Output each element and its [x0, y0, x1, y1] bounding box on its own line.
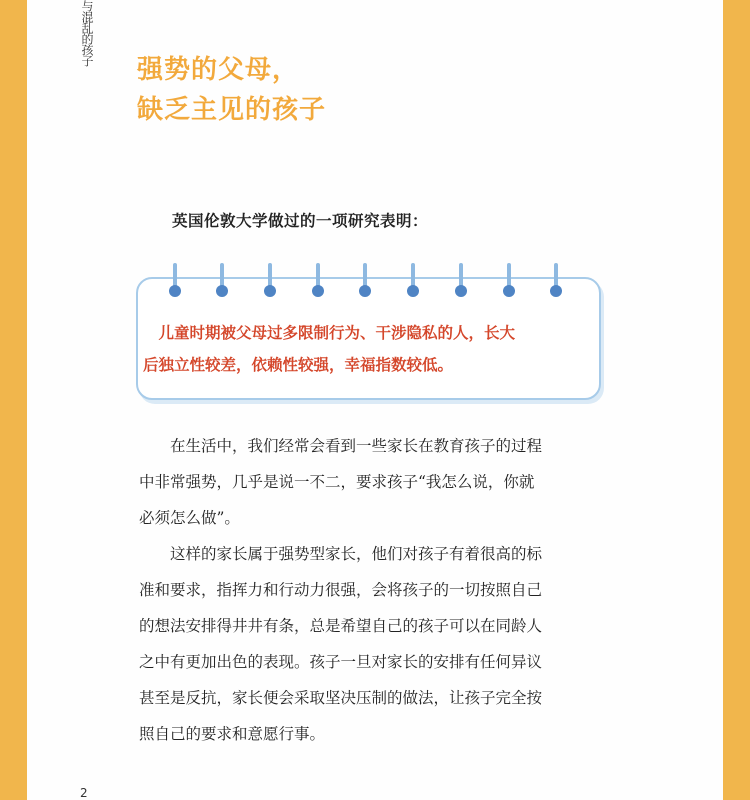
body-line: 照自己的要求和意愿行事。	[139, 725, 326, 743]
body-line: 准和要求，指挥力和行动力很强，会将孩子的一切按照自己	[139, 581, 543, 599]
body-text	[139, 428, 609, 752]
notepad-ring-icon	[216, 263, 228, 297]
notepad-ring-icon	[359, 263, 371, 297]
chapter-title-line-1: 强势的父母，	[137, 55, 300, 85]
notepad-ring-icon	[169, 263, 181, 297]
chapter-title-line-2: 缺乏主见的孩子	[137, 95, 327, 125]
body-line: 这样的家长属于强势型家长，他们对孩子有着很高的标	[139, 545, 543, 563]
notepad-ring-icon	[550, 263, 562, 297]
notepad-ring-icon	[455, 263, 467, 297]
body-line: 的想法安排得井井有条，总是希望自己的孩子可以在同龄人	[139, 617, 543, 635]
body-line: 甚至是反抗，家长便会采取坚决压制的做法，让孩子完全按	[139, 689, 543, 707]
body-line: 必须怎么做”。	[139, 509, 240, 527]
page-number: 2	[80, 786, 88, 800]
chapter-title	[137, 50, 326, 130]
research-quote	[143, 317, 593, 381]
intro-text: 英国伦敦大学做过的一项研究表明：	[172, 212, 429, 230]
notepad-ring-icon	[503, 263, 515, 297]
body-line: 在生活中，我们经常会看到一些家长在教育孩子的过程	[139, 437, 543, 455]
body-line: 之中有更加出色的表现。孩子一旦对家长的安排有任何异议	[139, 653, 543, 671]
quote-line: 后独立性较差，依赖性较强，幸福指数较低。	[143, 356, 454, 374]
notepad-ring-icon	[264, 263, 276, 297]
notepad-ring-icon	[312, 263, 324, 297]
body-line: 中非常强势，几乎是说一不二，要求孩子“我怎么说，你就	[139, 473, 535, 491]
notepad-ring-icon	[407, 263, 419, 297]
quote-line: 儿童时期被父母过多限制行为、干涉隐私的人，长大	[143, 324, 516, 342]
running-head: 与混乱的孩子	[80, 0, 94, 66]
